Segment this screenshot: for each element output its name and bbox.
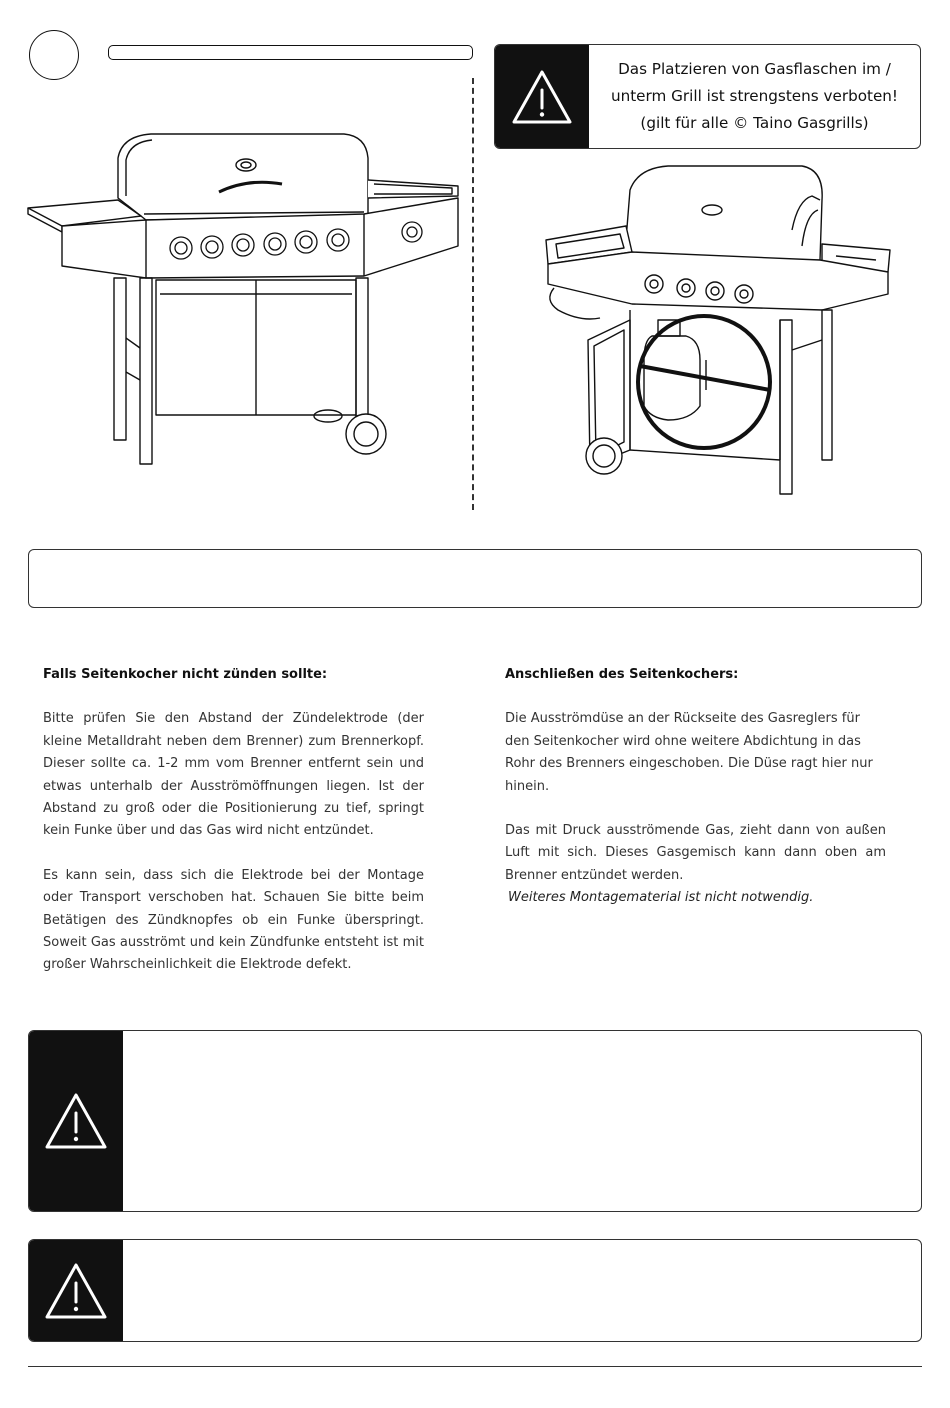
connection-heading: Anschließen des Seitenkochers: bbox=[505, 667, 739, 682]
warning-text-line-3: (gilt für alle © Taino Gasgrills) bbox=[640, 114, 869, 132]
ignition-heading: Falls Seitenkocher nicht zünden sollte: bbox=[43, 667, 328, 682]
ignition-troubleshooting-column bbox=[43, 664, 424, 999]
side-burner-connection-column bbox=[505, 664, 886, 910]
warning-triangle-icon bbox=[43, 1091, 109, 1151]
column-divider bbox=[472, 78, 474, 510]
warning-box-small bbox=[28, 1239, 922, 1342]
warning-icon-panel bbox=[29, 1240, 123, 1341]
warning-box-large bbox=[28, 1030, 922, 1212]
section-title-bar bbox=[108, 45, 473, 60]
footer-rule bbox=[28, 1366, 922, 1367]
warning-icon-panel bbox=[495, 45, 589, 148]
warning-triangle-icon bbox=[510, 68, 574, 126]
warning-icon-panel bbox=[29, 1031, 123, 1211]
warning-triangle-icon bbox=[43, 1261, 109, 1321]
grill-illustration-six-burner bbox=[26, 128, 466, 473]
connection-note: Weiteres Montagematerial ist nicht notwendig. bbox=[508, 890, 814, 906]
ignition-paragraph-2: Es kann sein, dass sich die Elektrode bei der Montage oder Transport verschoben hat. Schauen Sie bitte beim Betätigen des Zündknopfes ob ein Funke überspringt. Soweit Gas ausströmt und kein Zündfunke entsteht ist mit großer Wahrscheinlichkeit die Elektrode defekt. bbox=[43, 867, 424, 973]
section-heading-bar bbox=[28, 549, 922, 608]
step-number-circle bbox=[29, 30, 79, 80]
connection-paragraph-2: Das mit Druck ausströmende Gas, zieht dann von außen Luft mit sich. Dieses Gasgemisch kann dann oben am Brenner entzündet werden. bbox=[505, 823, 886, 883]
warning-text-line-2: unterm Grill ist strengstens verboten! bbox=[610, 87, 899, 105]
connection-paragraph-1: Die Ausströmdüse an der Rückseite des Gasreglers für den Seitenkocher wird ohne weitere Abdichtung in das Rohr des Brenners eingeschoben. Die Düse ragt hier nur hinein. bbox=[505, 711, 873, 794]
gas-bottle-warning-box bbox=[494, 44, 921, 149]
ignition-paragraph-1: Bitte prüfen Sie den Abstand der Zündelektrode (der kleine Metalldraht neben dem Brenner) zum Brennerkopf. Dieser sollte ca. 1-2 mm vom Brenner entfernt sein und etwas unterhalb der Ausströmöffnungen liegen. Ist der Abstand zu groß oder die Positionierung zu tief, springt kein Funke über und das Gas wird nicht entzündet. bbox=[43, 711, 424, 839]
grill-illustration-prohibited-bottle bbox=[540, 160, 900, 500]
warning-text-line-1: Das Platzieren von Gasflaschen im / bbox=[618, 60, 891, 78]
